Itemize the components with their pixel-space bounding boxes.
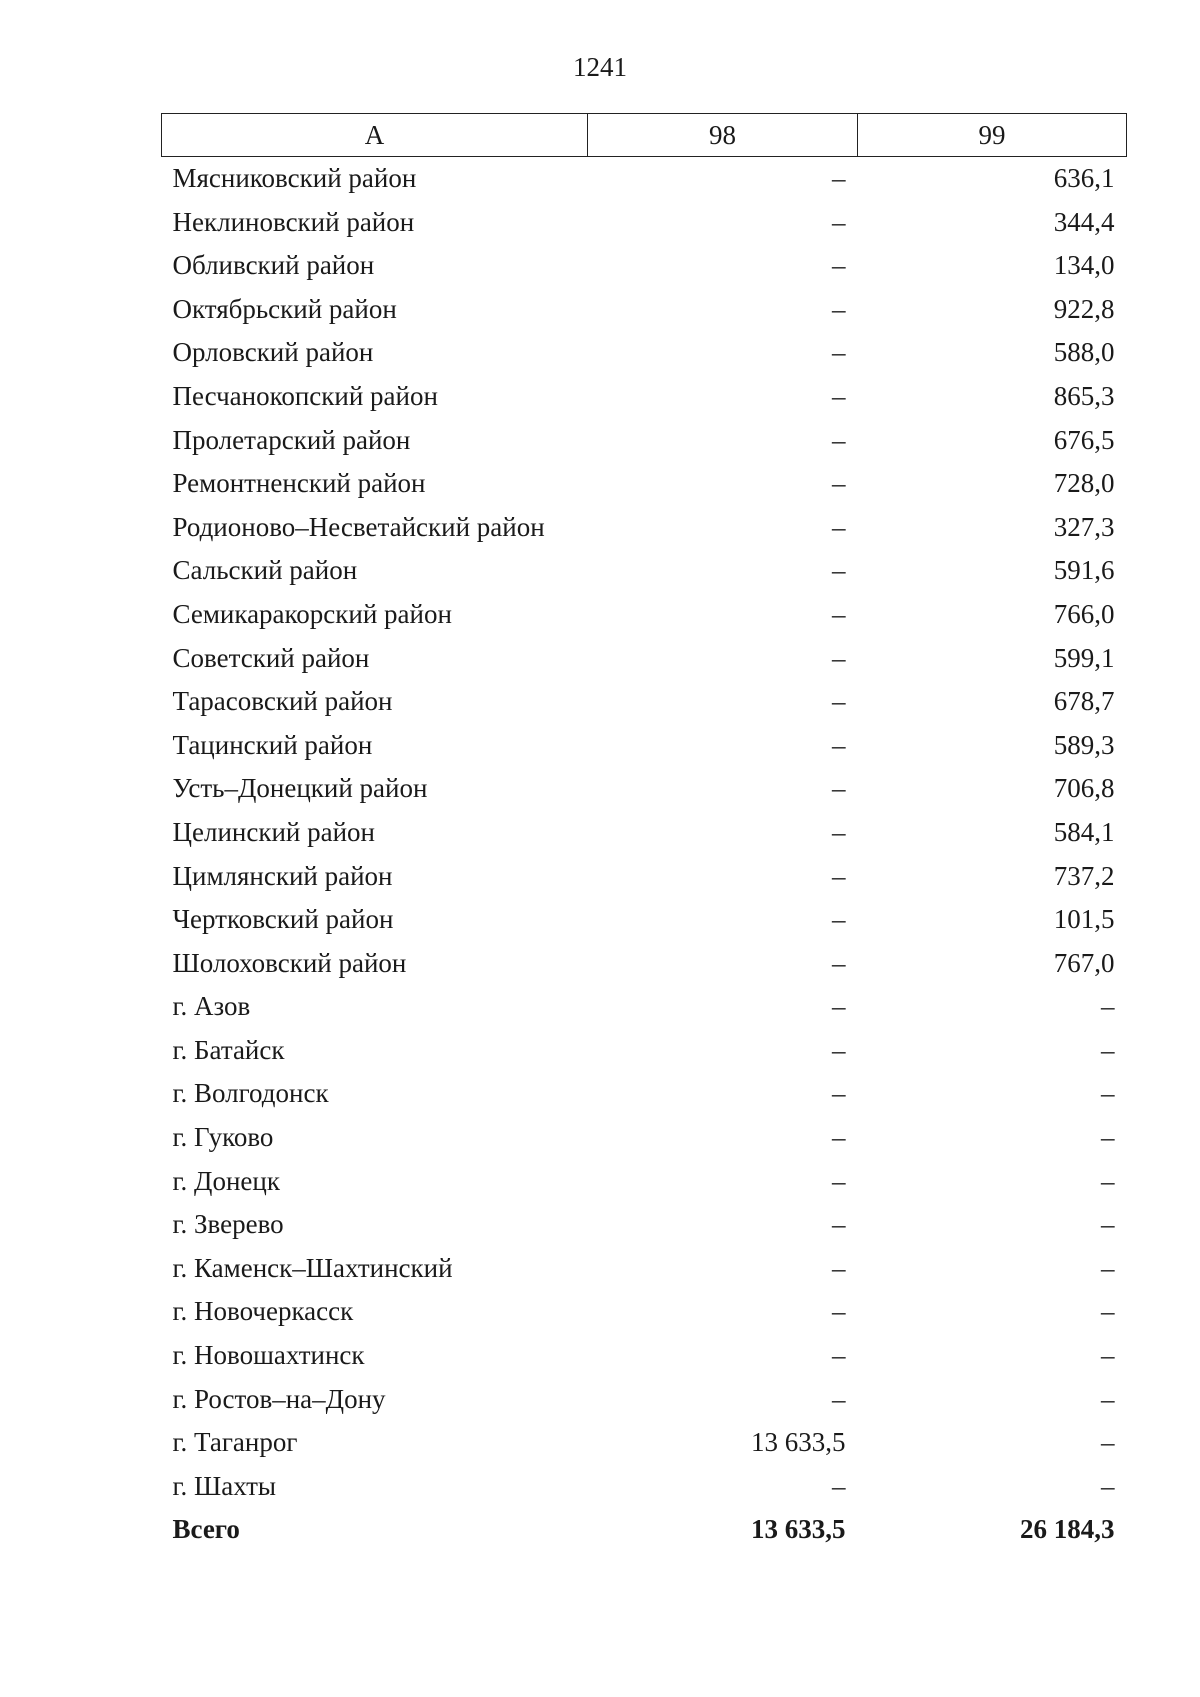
row-99-cell: 599,1 — [1053, 642, 1115, 673]
row-99-cell: – — [1101, 1209, 1115, 1240]
table-row — [162, 1029, 1127, 1073]
row-name-cell: Тарасовский район — [172, 686, 393, 717]
row-name-cell: Родионово–Несветайский район — [172, 511, 545, 542]
row-99-cell: 134,0 — [1053, 250, 1115, 281]
row-98-cell: – — [832, 1165, 846, 1196]
row-99-cell: 676,5 — [1053, 424, 1115, 455]
row-99-cell: 678,7 — [1053, 686, 1115, 717]
table-row — [162, 593, 1127, 637]
table-row — [162, 855, 1127, 899]
row-98-cell: – — [832, 1209, 846, 1240]
row-name-cell: г. Донецк — [172, 1165, 280, 1196]
table-row — [162, 331, 1127, 375]
row-name-cell: Усть–Донецкий район — [172, 773, 428, 804]
row-98-cell: – — [832, 1296, 846, 1327]
page-number: 1241 — [573, 52, 627, 82]
row-name-cell: Пролетарский район — [172, 424, 411, 455]
table-row — [162, 811, 1127, 855]
table-row — [162, 942, 1127, 986]
table-row — [162, 549, 1127, 593]
total-98-cell: 13 633,5 — [751, 1514, 846, 1545]
row-98-cell: – — [832, 1340, 846, 1371]
row-99-cell: 591,6 — [1053, 555, 1115, 586]
table-row — [162, 375, 1127, 419]
table-row — [162, 506, 1127, 550]
row-name-cell: Мясниковский район — [172, 163, 417, 193]
table-row — [162, 1247, 1127, 1291]
row-98-cell: – — [832, 904, 846, 935]
row-name-cell: Советский район — [172, 642, 370, 673]
row-name-cell: Ремонтненский район — [172, 468, 426, 499]
row-name-cell: Орловский район — [172, 337, 374, 368]
row-name-cell: Цимлянский район — [172, 860, 393, 891]
row-98-cell: – — [832, 163, 846, 193]
row-99-cell: 766,0 — [1053, 598, 1115, 629]
row-name-cell: Чертковский район — [172, 904, 394, 935]
table-row — [162, 1290, 1127, 1334]
table-row — [162, 767, 1127, 811]
table-row — [162, 1334, 1127, 1378]
row-name-cell: г. Батайск — [172, 1034, 285, 1065]
data-table — [161, 113, 1127, 1552]
row-name-cell: г. Азов — [172, 991, 251, 1022]
row-98-cell: – — [832, 947, 846, 978]
table-row — [162, 1072, 1127, 1116]
table-body — [162, 157, 1127, 1553]
row-name-cell: Сальский район — [172, 555, 358, 586]
row-99-cell: 767,0 — [1053, 947, 1115, 978]
header-row — [162, 114, 1127, 157]
row-99-cell: 589,3 — [1053, 729, 1115, 760]
row-98-cell: – — [832, 773, 846, 804]
row-99-cell: – — [1101, 1122, 1115, 1153]
row-98-cell: 13 633,5 — [751, 1427, 846, 1458]
row-98-cell: – — [832, 206, 846, 237]
row-98-cell: – — [832, 380, 846, 411]
table-row — [162, 244, 1127, 288]
row-99-cell: 636,1 — [1053, 163, 1115, 193]
row-name-cell: Тацинский район — [172, 729, 373, 760]
table-row — [162, 1421, 1127, 1465]
row-99-cell: – — [1101, 1252, 1115, 1283]
row-98-cell: – — [832, 729, 846, 760]
row-name-cell: г. Новочеркасск — [172, 1296, 354, 1327]
row-99-cell: 344,4 — [1053, 206, 1115, 237]
header-cell-99: 99 — [858, 114, 1127, 157]
row-name-cell: г. Новошахтинск — [172, 1340, 365, 1371]
table-row — [162, 1378, 1127, 1422]
row-99-cell: – — [1101, 1383, 1115, 1414]
table-row — [162, 1203, 1127, 1247]
row-name-cell: г. Ростов–на–Дону — [172, 1383, 386, 1414]
row-98-cell: – — [832, 1034, 846, 1065]
row-98-cell: – — [832, 468, 846, 499]
row-name-cell: г. Шахты — [172, 1470, 277, 1501]
row-name-cell: г. Гуково — [172, 1122, 274, 1153]
row-name-cell: Целинский район — [172, 816, 375, 847]
row-99-cell: – — [1101, 1340, 1115, 1371]
row-99-cell: – — [1101, 1078, 1115, 1109]
row-99-cell: 584,1 — [1053, 816, 1115, 847]
row-name-cell: Шолоховский район — [172, 947, 407, 978]
row-99-cell: 728,0 — [1053, 468, 1115, 499]
row-98-cell: – — [832, 598, 846, 629]
header-cell-a: А — [162, 114, 588, 157]
row-98-cell: – — [832, 1078, 846, 1109]
row-99-cell: 922,8 — [1053, 293, 1115, 324]
table-row — [162, 898, 1127, 942]
row-name-cell: г. Зверево — [172, 1209, 284, 1240]
row-name-cell: Октябрьский район — [172, 293, 397, 324]
row-99-cell: 327,3 — [1053, 511, 1115, 542]
table-row — [162, 637, 1127, 681]
row-name-cell: г. Волгодонск — [172, 1078, 329, 1109]
row-98-cell: – — [832, 1122, 846, 1153]
row-name-cell: Песчанокопский район — [172, 380, 438, 411]
row-name-cell: Неклиновский район — [172, 206, 415, 237]
table-row — [162, 985, 1127, 1029]
row-98-cell: – — [832, 511, 846, 542]
row-99-cell: 737,2 — [1053, 860, 1115, 891]
table-row — [162, 462, 1127, 506]
row-98-cell: – — [832, 293, 846, 324]
row-99-cell: 865,3 — [1053, 380, 1115, 411]
row-99-cell: 706,8 — [1053, 773, 1115, 804]
row-99-cell: 588,0 — [1053, 337, 1115, 368]
row-98-cell: – — [832, 860, 846, 891]
table-row — [162, 157, 1127, 201]
row-98-cell: – — [832, 555, 846, 586]
table-row — [162, 288, 1127, 332]
total-label: Всего — [172, 1514, 240, 1545]
row-98-cell: – — [832, 1383, 846, 1414]
row-98-cell: – — [832, 337, 846, 368]
table-row — [162, 419, 1127, 463]
table-row — [162, 201, 1127, 245]
row-99-cell: – — [1101, 1034, 1115, 1065]
row-99-cell: – — [1101, 1427, 1115, 1458]
row-99-cell: – — [1101, 1296, 1115, 1327]
row-98-cell: – — [832, 1252, 846, 1283]
table-header — [162, 114, 1127, 157]
table-row — [162, 1465, 1127, 1509]
row-98-cell: – — [832, 642, 846, 673]
row-98-cell: – — [832, 1470, 846, 1501]
row-name-cell: Семикаракорский район — [172, 598, 452, 629]
header-cell-98: 98 — [588, 114, 858, 157]
total-row — [162, 1508, 1127, 1552]
row-99-cell: – — [1101, 991, 1115, 1022]
table-row — [162, 680, 1127, 724]
row-name-cell: г. Каменск–Шахтинский — [172, 1252, 453, 1283]
table-row — [162, 1116, 1127, 1160]
row-98-cell: – — [832, 250, 846, 281]
row-name-cell: г. Таганрог — [172, 1427, 298, 1458]
row-98-cell: – — [832, 424, 846, 455]
row-98-cell: – — [832, 816, 846, 847]
row-98-cell: – — [832, 686, 846, 717]
row-99-cell: – — [1101, 1165, 1115, 1196]
row-name-cell: Обливский район — [172, 250, 375, 281]
table-row — [162, 1160, 1127, 1204]
total-99-cell: 26 184,3 — [1020, 1514, 1115, 1545]
row-99-cell: – — [1101, 1470, 1115, 1501]
row-99-cell: 101,5 — [1053, 904, 1115, 935]
table-row — [162, 724, 1127, 768]
row-98-cell: – — [832, 991, 846, 1022]
